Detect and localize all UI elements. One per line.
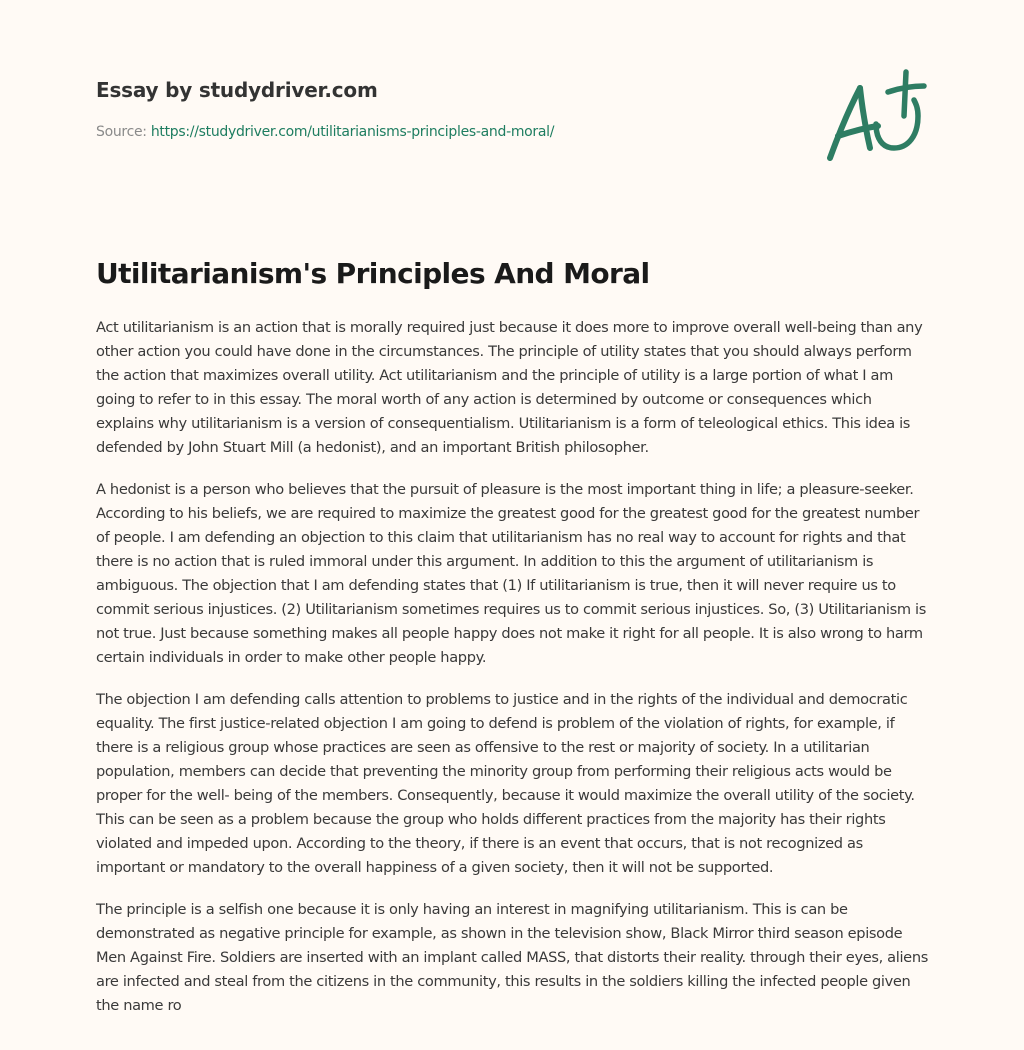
essay-paragraph: Act utilitarianism is an action that is morally required just because it does more to improve overall well-being than any other action you could have done in the circumstances. The principle of utility states that you should always perform the action that maximizes overall utility. Act utilitarianism and the principle of utility is a large portion of what I am going to refer to in this essay. The moral worth of any action is determined by outcome or consequences which explains why utilitarianism is a version of consequentialism. Utilitarianism is a form of teleological ethics. This idea is defended by John Stuart Mill (a hedonist), and an important British philosopher. [96,319,923,456]
essay-title: Utilitarianism's Principles And Moral [96,257,650,290]
source-link[interactable]: https://studydriver.com/utilitarianisms-principles-and-moral/ [150,124,555,140]
essay-paragraph: The objection I am defending calls attention to problems to justice and in the rights of the individual and democratic equality. The first justice-related objection I am going to defend is problem of the violation of rights, for example, if there is a religious group whose practices are seen as offensive to the rest or majority of society. In a utilitarian population, members can decide that preventing the minority group from performing their religious acts would be proper for the well- being of the members. Consequently, because it would maximize the overall utility of the society. This can be seen as a problem because the group who holds different practices from the majority has their rights violated and impeded upon. According to the theory, if there is an event that occurs, that is not recognized as important or mandatory to the overall happiness of a given society, then it will not be supported. [96,691,915,876]
site-title: Essay by studydriver.com [96,78,378,102]
source-label: Source: [96,124,147,140]
essay-body [96,316,928,1036]
a-plus-grade-icon [818,66,930,166]
page-header [96,76,796,142]
essay-paragraph: The principle is a selfish one because it is only having an interest in magnifying utilitarianism. This is can be demonstrated as negative principle for example, as shown in the television show, Black Mirror third season episode Men Against Fire. Soldiers are inserted with an implant called MASS, that distorts their reality. through their eyes, aliens are infected and steal from the citizens in the community, this results in the soldiers killing the infected people given the name ro [96,901,928,1014]
source-line [96,122,796,142]
essay-paragraph: A hedonist is a person who believes that the pursuit of pleasure is the most important thing in life; a pleasure-seeker. According to his beliefs, we are required to maximize the greatest good for the greatest good for the greatest number of people. I am defending an objection to this claim that utilitarianism has no real way to account for rights and that there is no action that is ruled immoral under this argument. In addition to this the argument of utilitarianism is ambiguous. The objection that I am defending states that (1) If utilitarianism is true, then it will never require us to commit serious injustices. (2) Utilitarianism sometimes requires us to commit serious injustices. So, (3) Utilitarianism is not true. Just because something makes all people happy does not make it right for all people. It is also wrong to harm certain individuals in order to make other people happy. [96,481,926,666]
